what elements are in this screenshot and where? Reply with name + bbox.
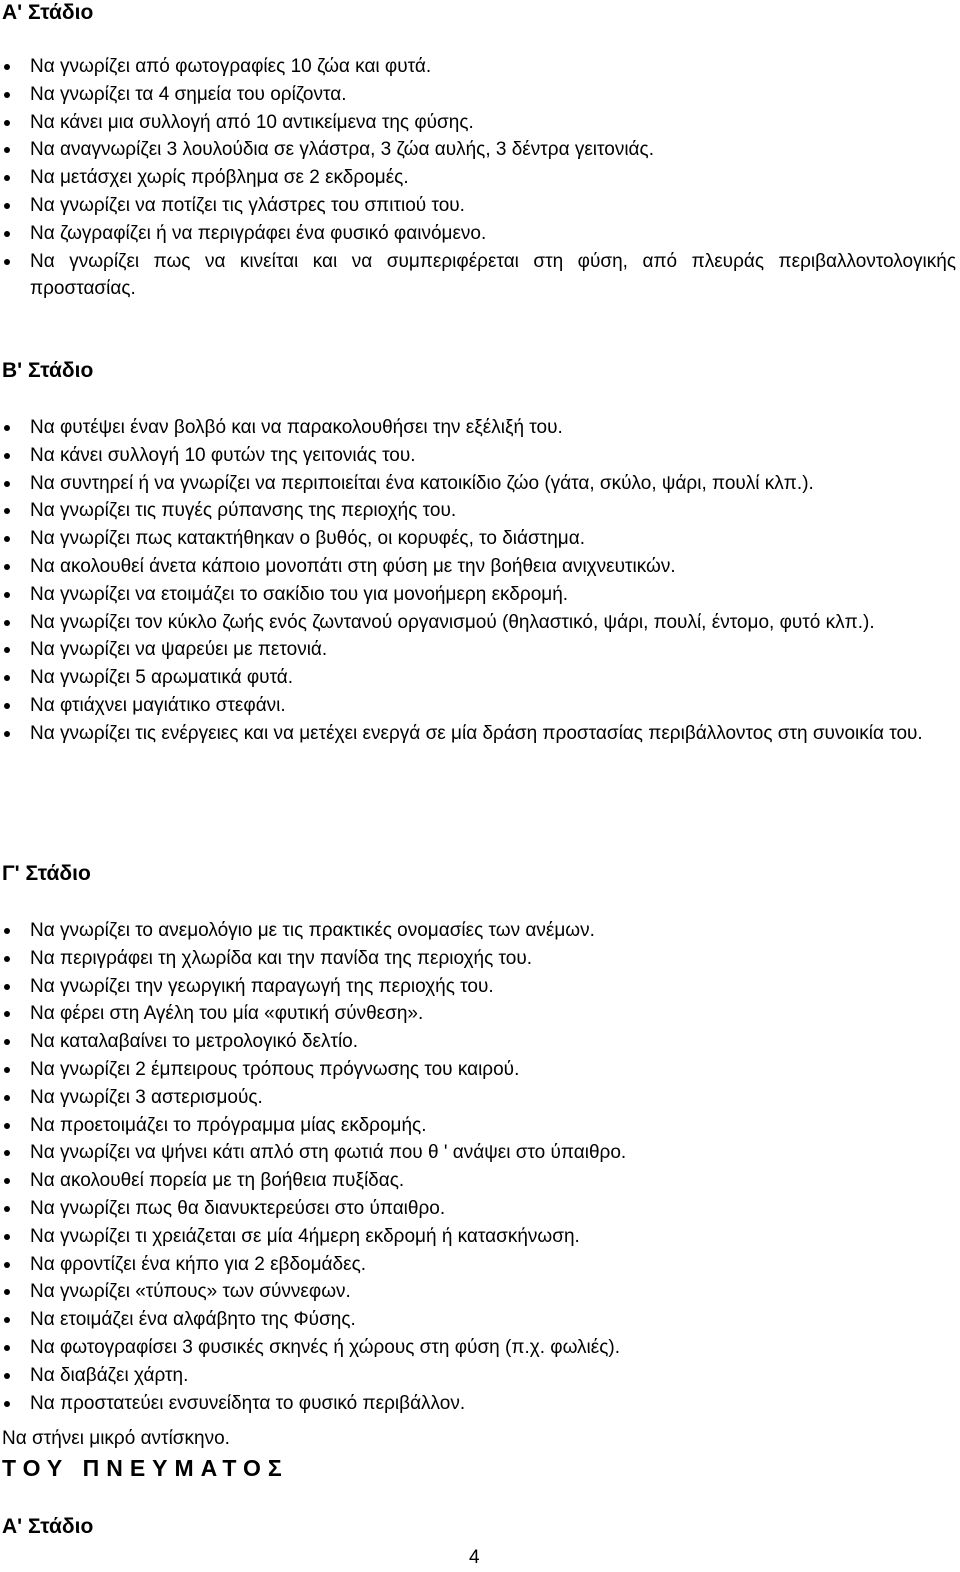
bullet-icon (4, 1262, 10, 1268)
section-heading-next: Α' Στάδιο (2, 1515, 94, 1538)
list-item: Να γνωρίζει πως να κινείται και να συμπεριφέρεται στη φύση, από πλευράς περιβαλλοντολογικής προστασίας. (0, 248, 956, 304)
bullet-icon (4, 928, 10, 934)
list-item: Να γνωρίζει από φωτογραφίες 10 ζώα και φυτά. (0, 53, 956, 81)
list-item: Να γνωρίζει να ποτίζει τις γλάστρες του σπιτιού του. (0, 192, 956, 220)
list-item: Να γνωρίζει «τύπους» των σύννεφων. (0, 1278, 956, 1306)
list-item: Να γνωρίζει τις ενέργειες και να μετέχει ενεργά σε μία δράση προστασίας περιβάλλοντος στη συνοικία του. (0, 720, 956, 748)
bullet-icon (4, 984, 10, 990)
bullet-icon (4, 259, 10, 265)
bullet-icon (4, 675, 10, 681)
list-item: Να μετάσχει χωρίς πρόβλημα σε 2 εκδρομές. (0, 164, 956, 192)
list-item: Να φτιάχνει μαγιάτικο στεφάνι. (0, 692, 956, 720)
list-item: Να φροντίζει ένα κήπο για 2 εβδομάδες. (0, 1251, 956, 1279)
list-item: Να γνωρίζει να ψήνει κάτι απλό στη φωτιά που θ ' ανάψει στο ύπαιθρο. (0, 1139, 956, 1167)
bullet-icon (4, 120, 10, 126)
section-list-a (0, 53, 956, 303)
bullet-icon (4, 453, 10, 459)
bullet-icon (4, 1234, 10, 1240)
list-item: Να προστατεύει ενσυνείδητα το φυσικό περιβάλλον. (0, 1390, 956, 1418)
bullet-icon (4, 564, 10, 570)
part-title: ΤΟΥ ΠΝΕΥΜΑΤΟΣ (2, 1455, 289, 1481)
list-item: Να προετοιμάζει το πρόγραμμα μίας εκδρομής. (0, 1112, 956, 1140)
list-item: Να γνωρίζει τον κύκλο ζωής ενός ζωντανού οργανισμού (θηλαστικό, ψάρι, πουλί, έντομο, φυτό κλπ.). (0, 609, 956, 637)
bullet-icon (4, 425, 10, 431)
bullet-icon (4, 1373, 10, 1379)
bullet-icon (4, 231, 10, 237)
bullet-icon (4, 481, 10, 487)
bullet-icon (4, 508, 10, 514)
bullet-icon (4, 647, 10, 653)
bullet-icon (4, 592, 10, 598)
list-item: Να ακολουθεί πορεία με τη βοήθεια πυξίδας. (0, 1167, 956, 1195)
bullet-icon (4, 620, 10, 626)
section-list-c (0, 917, 956, 1417)
list-item: Να γνωρίζει τα 4 σημεία του ορίζοντα. (0, 81, 956, 109)
bullet-icon (4, 1345, 10, 1351)
list-item: Να φυτέψει έναν βολβό και να παρακολουθήσει την εξέλιξή του. (0, 414, 956, 442)
list-item: Να αναγνωρίζει 3 λουλούδια σε γλάστρα, 3 ζώα αυλής, 3 δέντρα γειτονιάς. (0, 136, 956, 164)
list-item: Να κάνει συλλογή 10 φυτών της γειτονιάς του. (0, 442, 956, 470)
list-item: Να γνωρίζει πως κατακτήθηκαν ο βυθός, οι κορυφές, το διάστημα. (0, 525, 956, 553)
bullet-icon (4, 147, 10, 153)
bullet-icon (4, 1067, 10, 1073)
section-list-b (0, 414, 956, 748)
list-item: Να γνωρίζει 5 αρωματικά φυτά. (0, 664, 956, 692)
list-item: Να περιγράφει τη χλωρίδα και την πανίδα της περιοχής του. (0, 945, 956, 973)
section-heading-a: Α' Στάδιο (2, 1, 94, 24)
list-item: Να γνωρίζει την γεωργική παραγωγή της περιοχής του. (0, 973, 956, 1001)
trailing-line: Να στήνει μικρό αντίσκηνο. (2, 1428, 230, 1449)
bullet-icon (4, 1289, 10, 1295)
list-item: Να ετοιμάζει ένα αλφάβητο της Φύσης. (0, 1306, 956, 1334)
bullet-icon (4, 1039, 10, 1045)
bullet-icon (4, 1150, 10, 1156)
list-item: Να γνωρίζει να ψαρεύει με πετονιά. (0, 636, 956, 664)
bullet-icon (4, 92, 10, 98)
bullet-icon (4, 703, 10, 709)
bullet-icon (4, 203, 10, 209)
page-number: 4 (469, 1547, 480, 1568)
bullet-icon (4, 1178, 10, 1184)
list-item: Να γνωρίζει το ανεμολόγιο με τις πρακτικές ονομασίες των ανέμων. (0, 917, 956, 945)
bullet-icon (4, 1401, 10, 1407)
list-item: Να γνωρίζει πως θα διανυκτερεύσει στο ύπαιθρο. (0, 1195, 956, 1223)
section-heading-c: Γ' Στάδιο (2, 862, 91, 885)
list-item: Να γνωρίζει 3 αστερισμούς. (0, 1084, 956, 1112)
list-item: Να συντηρεί ή να γνωρίζει να περιποιείται ένα κατοικίδιο ζώο (γάτα, σκύλο, ψάρι, πουλί κλπ.). (0, 470, 956, 498)
section-heading-b: Β' Στάδιο (2, 359, 94, 382)
bullet-icon (4, 731, 10, 737)
list-item: Να φωτογραφίσει 3 φυσικές σκηνές ή χώρους στη φύση (π.χ. φωλιές). (0, 1334, 956, 1362)
bullet-icon (4, 64, 10, 70)
list-item: Να γνωρίζει να ετοιμάζει το σακίδιο του για μονοήμερη εκδρομή. (0, 581, 956, 609)
bullet-icon (4, 1206, 10, 1212)
list-item: Να ζωγραφίζει ή να περιγράφει ένα φυσικό φαινόμενο. (0, 220, 956, 248)
list-item: Να φέρει στη Αγέλη του μία «φυτική σύνθεση». (0, 1000, 956, 1028)
list-item: Να γνωρίζει τι χρειάζεται σε μία 4ήμερη εκδρομή ή κατασκήνωση. (0, 1223, 956, 1251)
list-item: Να γνωρίζει τις πυγές ρύπανσης της περιοχής του. (0, 497, 956, 525)
bullet-icon (4, 1011, 10, 1017)
bullet-icon (4, 1095, 10, 1101)
bullet-icon (4, 1317, 10, 1323)
bullet-icon (4, 175, 10, 181)
bullet-icon (4, 1123, 10, 1129)
list-item: Να διαβάζει χάρτη. (0, 1362, 956, 1390)
list-item: Να γνωρίζει 2 έμπειρους τρόπους πρόγνωσης του καιρού. (0, 1056, 956, 1084)
list-item: Να ακολουθεί άνετα κάποιο μονοπάτι στη φύση με την βοήθεια ανιχνευτικών. (0, 553, 956, 581)
list-item: Να κάνει μια συλλογή από 10 αντικείμενα της φύσης. (0, 109, 956, 137)
bullet-icon (4, 956, 10, 962)
bullet-icon (4, 536, 10, 542)
list-item: Να καταλαβαίνει το μετρολογικό δελτίο. (0, 1028, 956, 1056)
